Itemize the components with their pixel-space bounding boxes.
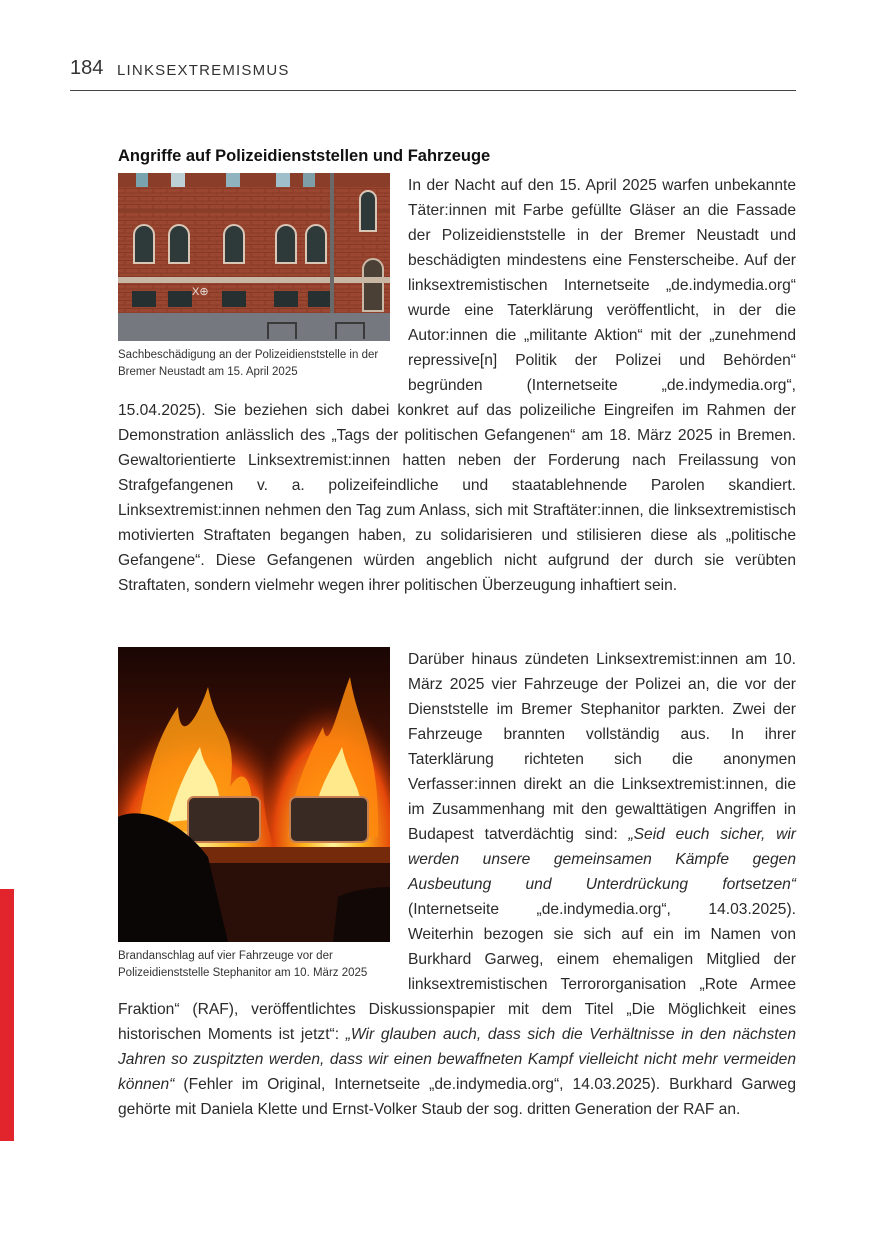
page-number: 184 bbox=[70, 57, 104, 79]
figure-police-station bbox=[118, 173, 390, 391]
figure-caption-2: Brandanschlag auf vier Fahrzeuge vor der Polizeidienststelle Stephanitor am 10. März 2025 bbox=[118, 950, 368, 979]
burning-vehicles-photo bbox=[118, 647, 390, 942]
article-block-2 bbox=[118, 647, 796, 1122]
article-heading: Angriffe auf Polizeidienststellen und Fahrzeuge bbox=[118, 147, 491, 165]
running-head bbox=[70, 57, 796, 91]
figure-burning-vehicles bbox=[118, 647, 390, 993]
figure-caption-1: Sachbeschädigung an der Polizeidienststelle in der Bremer Neustadt am 15. April 2025 bbox=[118, 349, 379, 378]
paragraph-2-text-c: (Fehler im Original, Internetseite „de.indymedia.org“, 14.03.2025). Burkhard Garweg gehörte mit Daniela Klette und Ernst-Volker Staub der sog. dritten Generation der RAF an. bbox=[118, 1076, 796, 1118]
article-block-1 bbox=[118, 173, 796, 598]
paragraph-2-text-b: (Internetseite „de.indymedia.org“, 14.03.2025). Weiterhin bezogen sie sich auf ein im Namen von Burkhard Garweg, einem ehemaligen Mitglied der linksextremistischen Terrororganisation „Rote Armee Fraktion“ (RAF), veröffentlichtes Diskussionspapier mit dem Titel „Die Möglichkeit eines historischen Moments ist jetzt“: bbox=[118, 901, 796, 1043]
section-title: LINKSEXTREMISMUS bbox=[117, 62, 290, 79]
svg-text:X⊕: X⊕ bbox=[192, 286, 209, 298]
paragraph-2-quote-a: „Seid euch sicher, wir werden unsere gemeinsamen Kämpfe gegen Ausbeutung und Unterdrückung fortsetzen“ bbox=[408, 826, 796, 893]
chapter-tab-marker bbox=[0, 889, 14, 1141]
paragraph-1: In der Nacht auf den 15. April 2025 warfen unbekannte Täter:innen mit Farbe gefüllte Gläser an die Fassade der Polizeidienststelle in der Bremer Neustadt und beschädigten mindestens eine Fensterscheibe. Auf der linksextremistischen Internetseite „de.indymedia.org“ wurde eine Taterklärung veröffentlicht, in der die Autor:innen die „militante Aktion“ mit der „zunehmend repressive[n] Politik der Polizei und Behörden“ begründen (Internetseite „de.indymedia.org“, 15.04.2025). Sie beziehen sich dabei konkret auf das polizeiliche Eingreifen im Rahmen der Demonstration anlässlich des „Tags der politischen Gefangenen“ am 18. März 2025 in Bremen. Gewaltorientierte Linksextremist:innen hatten neben der Forderung nach Freilassung von Strafgefangenen v. a. polizeifeindliche und staatablehnende Parolen skandiert. Linksextremist:innen nehmen den Tag zum Anlass, sich mit Straftäter:innen, die linksextremistisch motivierten Straftaten begangen haben, zu solidarisieren und stilisieren diese als „politische Gefangene“. Diese Gefangenen würden angeblich nicht aufgrund der durch sie verübten Straftaten, sondern vielmehr wegen ihrer politischen Überzeugung inhaftiert sein. bbox=[118, 177, 796, 594]
paragraph-2-quote-b: „Wir glauben auch, dass sich die Verhältnisse in den nächsten Jahren so zuspitzten werden, dass wir einen bewaffneten Kampf vielleicht nicht mehr vermeiden können“ bbox=[118, 1026, 796, 1093]
paragraph-2-text-a: Darüber hinaus zündeten Linksextremist:innen am 10. März 2025 vier Fahrzeuge der Polizei an, die vor der Dienststelle im Bremer Stephanitor parkten. Zwei der Fahrzeuge brannten vollständig aus. In ihrer Taterklärung richteten sich die anonymen Verfasser:innen direkt an die Linksextremist:innen, die im Zusammenhang mit den gewalttätigen Angriffen in Budapest tatverdächtig sind: bbox=[408, 651, 796, 843]
police-building-photo bbox=[118, 173, 390, 341]
